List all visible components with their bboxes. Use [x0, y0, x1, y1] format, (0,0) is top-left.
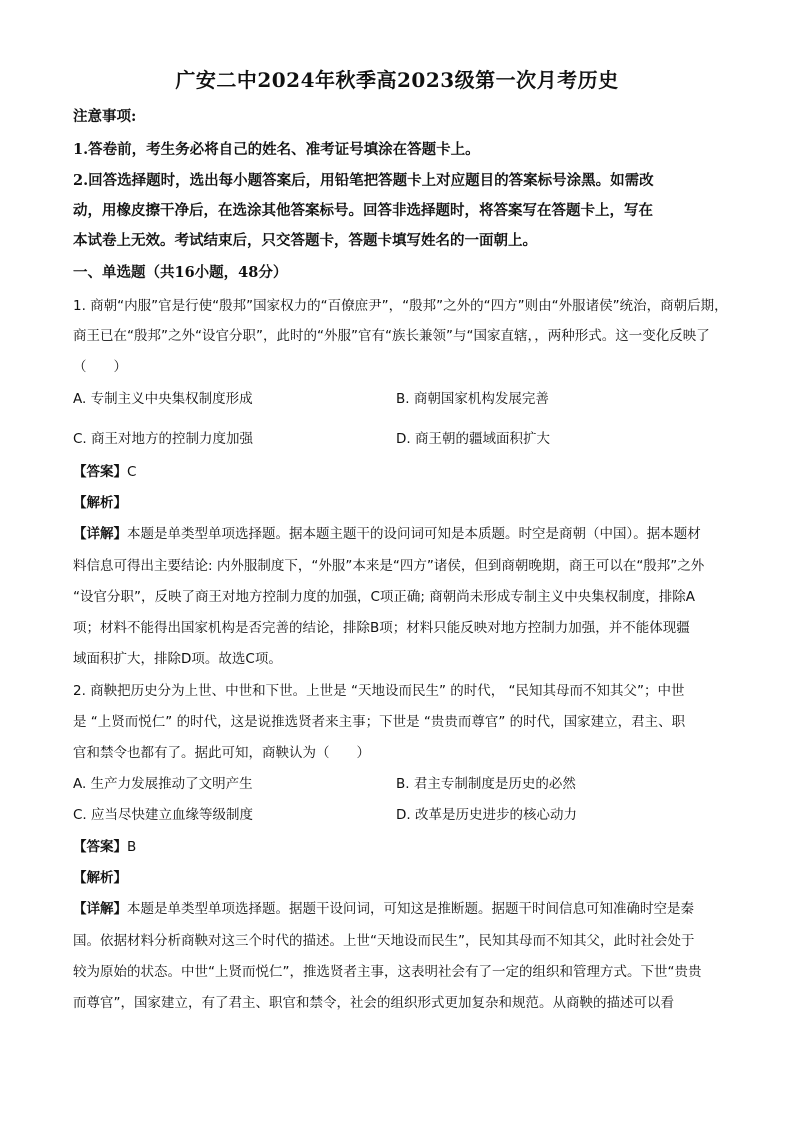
q2-stem-line-1: 2. 商鞅把历史分为上世、中世和下世。上世是 “天地设而民生” 的时代， “民知其母而不知其父”；中世 — [73, 683, 685, 699]
q1-answer-value: C — [127, 464, 137, 480]
q2-detail-line-1 — [73, 898, 723, 920]
q2-analysis — [73, 867, 723, 889]
q2-option-a: A. 生产力发展推动了文明产生 — [73, 776, 253, 792]
q1-option-c: C. 商王对地方的控制力度加强 — [73, 431, 254, 447]
q1-stem-line-2: 商王已在“殷邦”之外“设官分职”，此时的“外服”官有“族长兼领”与“国家直辖，，两种形式。这一变化反映了 — [73, 328, 710, 344]
q2-detail-tag: 【详解】 — [73, 901, 127, 917]
q1-detail-line-4: 项；材料不能得出国家机构是否完善的结论，排除B项；材料只能反映对地方控制力加强，并不能体现疆 — [73, 620, 690, 636]
q2-detail-line-3: 较为原始的状态。中世“上贤而悦仁”，推选贤者主事，这表明社会有了一定的组织和管理方式。下世“贵贵 — [73, 964, 702, 980]
q1-stem-line-1: 1. 商朝“内服”官是行使“殷邦”国家权力的“百僚庶尹”，“殷邦”之外的“四方”则由“外服诸侯”统治，商朝后期， — [73, 298, 728, 314]
q1-analysis-tag: 【解析】 — [73, 495, 127, 511]
notice-item-1: 1.答卷前，考生务必将自己的姓名、准考证号填涂在答题卡上。 — [73, 141, 480, 158]
section-heading: 一、单选题（共16小题，48分） — [73, 264, 288, 281]
q1-option-d: D. 商王朝的疆域面积扩大 — [396, 431, 550, 447]
q1-detail-line-1 — [73, 523, 723, 545]
notice-heading: 注意事项: — [73, 108, 137, 125]
q2-detail-line-2: 国。依据材料分析商鞅对这三个时代的描述。上世“天地设而民生”，民知其母而不知其父，此时社会处于 — [73, 933, 695, 949]
page-title: 广安二中2024年秋季高2023级第一次月考历史 — [175, 68, 619, 92]
q2-answer-value: B — [127, 839, 137, 855]
q2-option-c: C. 应当尽快建立血缘等级制度 — [73, 807, 254, 823]
q2-answer — [73, 836, 723, 858]
q1-detail-line-5: 域面积扩大，排除D项。故选C项。 — [73, 651, 282, 667]
q1-analysis — [73, 492, 723, 514]
q2-stem-line-3: 官和禁令也都有了。据此可知，商鞅认为（ ） — [73, 745, 370, 761]
q1-answer — [73, 461, 723, 483]
q1-detail-line-2: 料信息可得出主要结论: 内外服制度下，“外服”本来是“四方”诸侯，但到商朝晚期，商王可以在“殷邦”之外 — [73, 558, 705, 574]
notice-item-2-line-3: 本试卷上无效。考试结束后，只交答题卡，答题卡填写姓名的一面朝上。 — [73, 232, 537, 249]
q2-option-b: B. 君主专制制度是历史的必然 — [396, 776, 576, 792]
q2-option-d: D. 改革是历史进步的核心动力 — [396, 807, 577, 823]
q1-stem-line-3: （ ） — [73, 359, 127, 375]
q2-detail-text-1: 本题是单类型单项选择题。据题干设问词，可知这是推断题。据题干时间信息可知准确时空是秦 — [127, 901, 694, 917]
q1-detail-tag: 【详解】 — [73, 526, 127, 542]
q1-option-b: B. 商朝国家机构发展完善 — [396, 391, 549, 407]
q2-analysis-tag: 【解析】 — [73, 870, 127, 886]
q2-stem-line-2: 是 “上贤而悦仁” 的时代，这是说推选贤者来主事；下世是 “贵贵而尊官” 的时代，国家建立，君主、职 — [73, 714, 686, 730]
notice-item-2-line-2: 动，用橡皮擦干净后，在选涂其他答案标号。回答非选择题时，将答案写在答题卡上，写在 — [73, 202, 653, 219]
q1-answer-tag: 【答案】 — [73, 464, 127, 480]
q2-detail-line-4: 而尊官”，国家建立，有了君主、职官和禁令，社会的组织形式更加复杂和规范。从商鞅的描述可以看 — [73, 995, 674, 1011]
notice-item-2-line-1: 2.回答选择题时，选出每小题答案后，用铅笔把答题卡上对应题目的答案标号涂黑。如需改 — [73, 172, 654, 189]
q1-option-a: A. 专制主义中央集权制度形成 — [73, 391, 253, 407]
q1-detail-line-3: “设官分职”，反映了商王对地方控制力度的加强，C项正确; 商朝尚未形成专制主义中央集权制度，排除A — [73, 589, 695, 605]
q1-detail-text-1: 本题是单类型单项选择题。据本题主题干的设问词可知是本质题。时空是商朝（中国）。据本题材 — [127, 526, 701, 542]
q2-answer-tag: 【答案】 — [73, 839, 127, 855]
